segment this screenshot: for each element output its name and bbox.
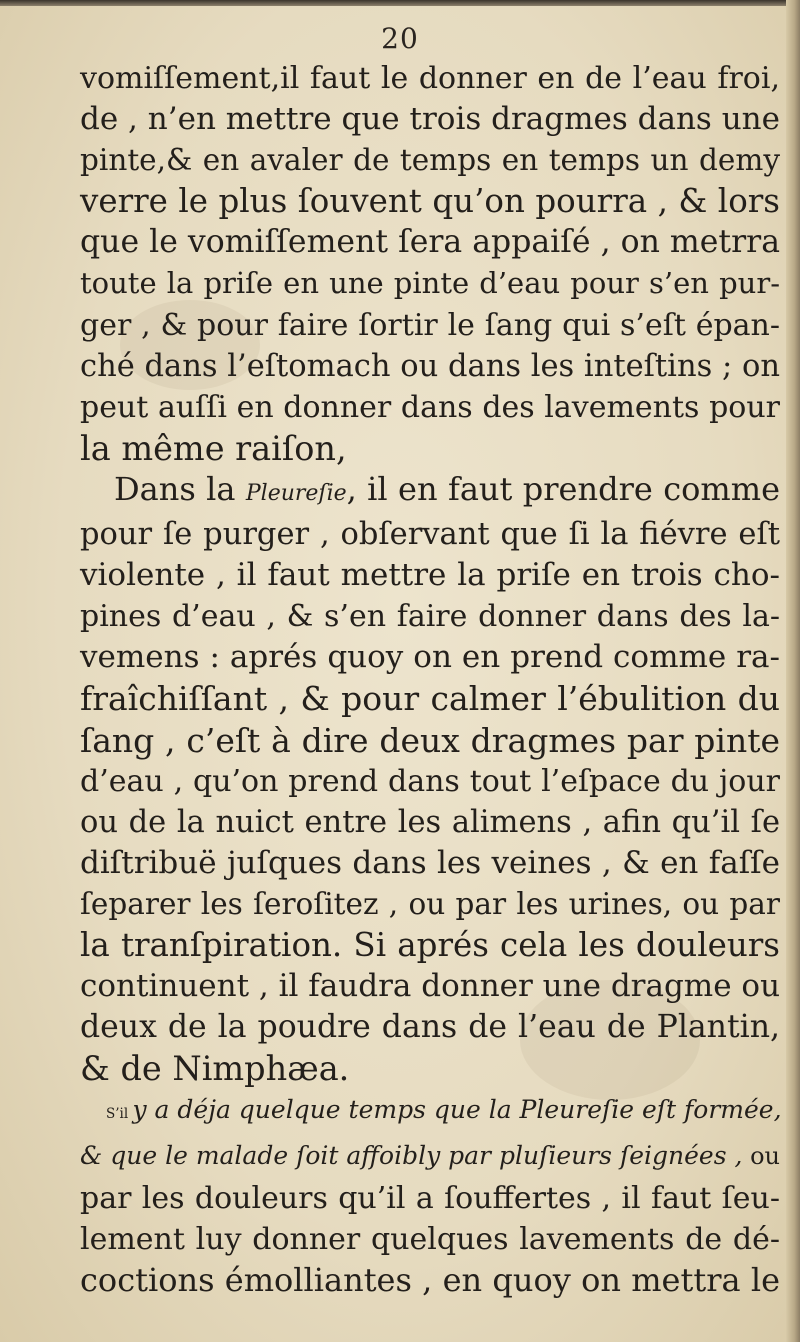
text-line bbox=[80, 1135, 780, 1177]
text-line: pinte,& en avaler de temps en temps un demy bbox=[80, 143, 780, 178]
text-line: coctions émolliantes , en quoy on mettra le bbox=[80, 1260, 780, 1299]
text-line: la même raiſon, bbox=[80, 428, 347, 468]
text-line: ché dans l’eſtomach ou dans les inteſtins ; on bbox=[80, 348, 780, 384]
top-edge-rule bbox=[0, 0, 800, 6]
text-line: ſang , c’eſt à dire deux dragmes par pinte bbox=[80, 720, 780, 760]
page-binding-edge bbox=[786, 0, 800, 1342]
text-line: verre le plus ſouvent qu’on pourra , & lors bbox=[80, 182, 780, 221]
text-line: violente , il faut mettre la priſe en trois cho- bbox=[80, 557, 780, 594]
italic-term: Pleureſie bbox=[245, 480, 347, 506]
text-line: par les douleurs qu’il a ſouffertes , il faut ſeu- bbox=[80, 1180, 780, 1216]
text-line: pour ſe purger , obſervant que ſi la fiévre eſt bbox=[80, 517, 780, 553]
text-line: fraîchiſſant , & pour calmer l’ébulition du bbox=[80, 679, 780, 719]
text-line: vemens : aprés quoy on en prend comme ra- bbox=[80, 639, 780, 676]
text-line: que le vomiſſement ſera appaiſé , on metrra bbox=[80, 224, 780, 261]
text-line: d’eau , qu’on prend dans tout l’eſpace du jour bbox=[80, 763, 780, 799]
text-line: toute la priſe en une pinte d’eau pour s’en pur- bbox=[80, 266, 780, 301]
text-line: de , n’en mettre que trois dragmes dans une bbox=[80, 101, 780, 138]
text-run: , il en faut prendre comme bbox=[346, 469, 781, 508]
paragraph-first-line bbox=[80, 469, 780, 514]
text-line: lement luy donner quelques lavements de dé- bbox=[80, 1221, 780, 1257]
text-line: ou de la nuict entre les alimens , afin qu’il ſe bbox=[80, 804, 780, 840]
italic-run: y a déja quelque temps que la Pleureſie eſt formée, bbox=[132, 1095, 782, 1125]
page-number: 20 bbox=[381, 22, 419, 55]
text-line: diſtribuë juſques dans les veines , & en faſſe bbox=[80, 844, 780, 881]
body-text bbox=[80, 58, 780, 1301]
text-line: ger , & pour faire ſortir le ſang qui s’eſt épan- bbox=[80, 307, 780, 343]
text-run: S’il bbox=[106, 1106, 133, 1123]
text-line: pines d’eau , & s’en faire donner dans des la- bbox=[80, 599, 780, 635]
text-line: continuent , il faudra donner une dragme ou bbox=[80, 968, 781, 1005]
text-line: vomiſſement,il faut le donner en de l’eau froi, bbox=[80, 61, 780, 96]
text-line: ſeparer les ſeroſitez , ou par les urines, ou par bbox=[80, 886, 780, 921]
text-line: peut auſſi en donner dans des lavements pour bbox=[80, 389, 780, 425]
paragraph-first-line bbox=[80, 1089, 780, 1135]
text-run: Dans la bbox=[114, 469, 246, 508]
text-line: deux de la poudre dans de l’eau de Plantin, bbox=[80, 1009, 780, 1046]
text-line: & de Nimphæa. bbox=[80, 1049, 350, 1089]
italic-run: & que le malade ſoit affoibly par pluſieurs ſeignées , bbox=[80, 1141, 743, 1171]
text-line: la tranſpiration. Si aprés cela les douleurs bbox=[80, 925, 780, 964]
text-run: ou bbox=[742, 1142, 780, 1171]
